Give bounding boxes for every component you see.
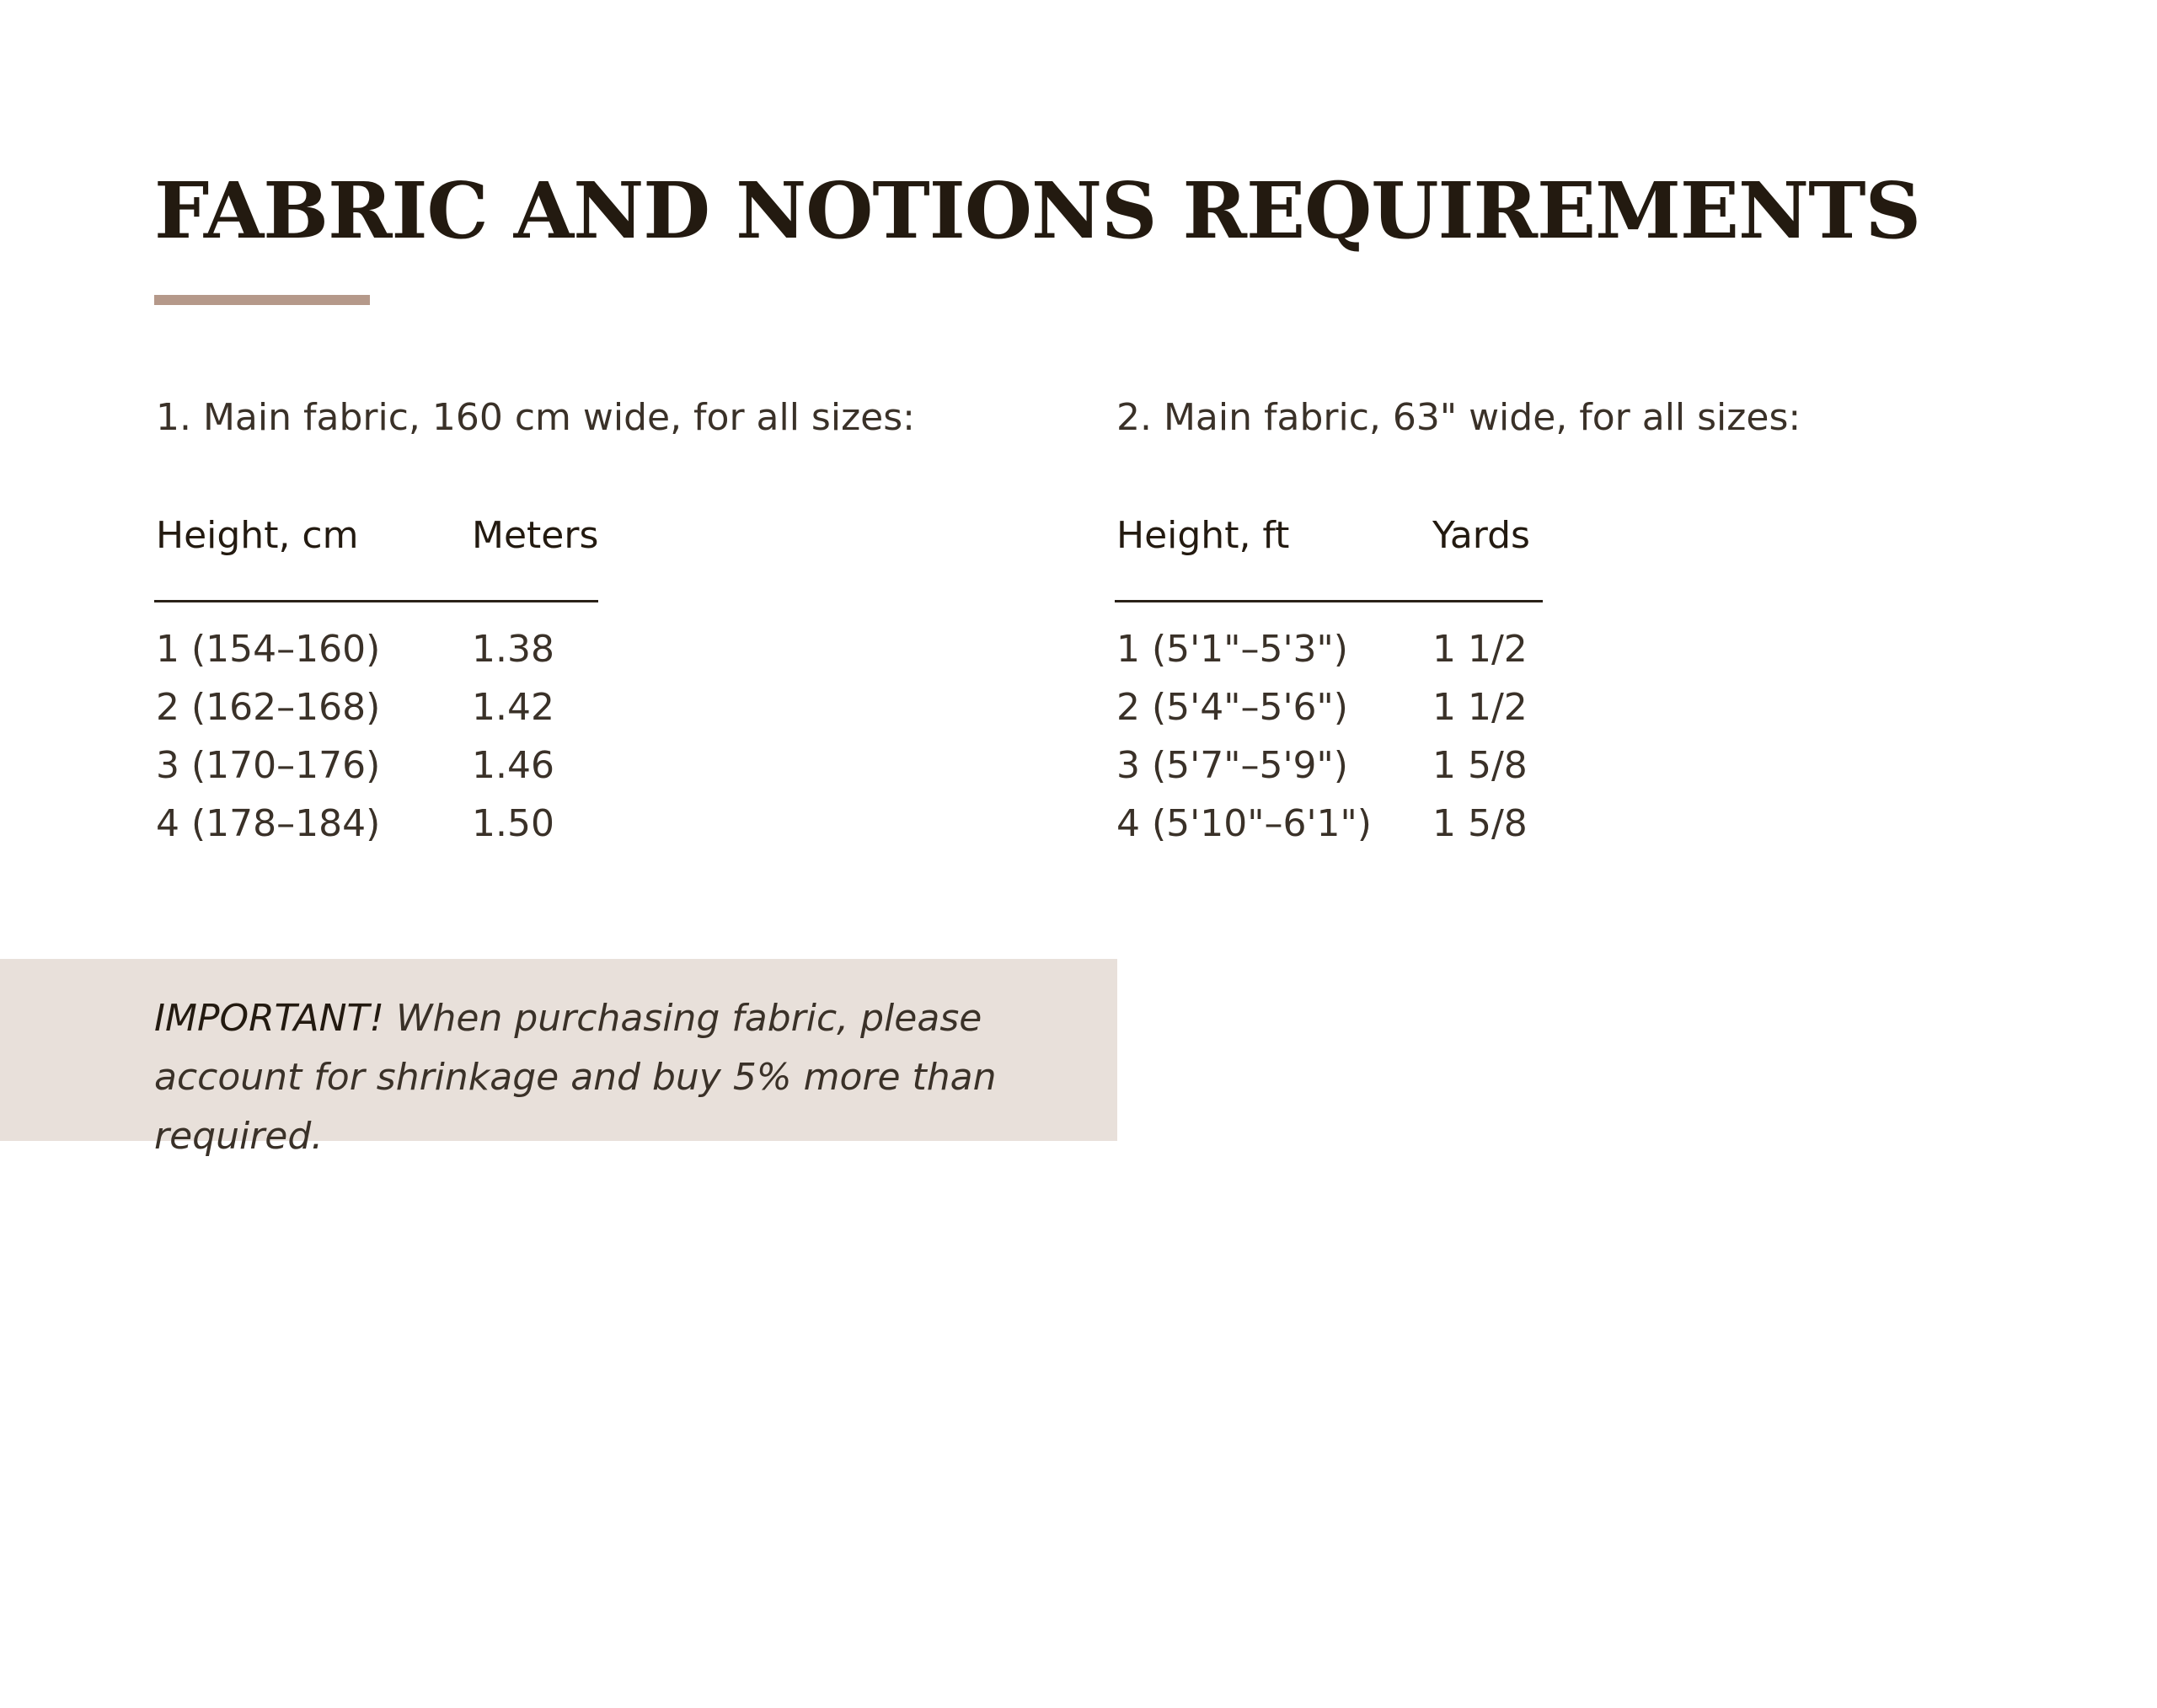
table-row bbox=[1116, 802, 1706, 860]
imperial-section bbox=[1116, 396, 1801, 845]
title-accent-rule bbox=[154, 295, 370, 305]
metric-column-height: Height, cm bbox=[156, 514, 359, 557]
yards-cell: 1 5/8 bbox=[1432, 802, 1528, 845]
metric-section bbox=[156, 396, 915, 845]
metric-column-meters: Meters bbox=[472, 514, 599, 557]
height-cell: 2 (162–168) bbox=[156, 686, 381, 729]
table-row bbox=[1116, 744, 1706, 802]
important-note-body: When purchasing fabric, please account for shrinkage and buy 5% more than required. bbox=[154, 997, 997, 1158]
metric-section-heading: 1. Main fabric, 160 cm wide, for all sizes: bbox=[156, 396, 915, 439]
height-cell: 4 (178–184) bbox=[156, 802, 381, 845]
table-row bbox=[156, 744, 746, 802]
imperial-table-header bbox=[1116, 514, 1622, 565]
imperial-column-yards: Yards bbox=[1432, 514, 1530, 557]
yards-cell: 1 1/2 bbox=[1432, 686, 1528, 729]
height-cell: 4 (5'10"–6'1") bbox=[1116, 802, 1372, 845]
important-note-text bbox=[154, 989, 1098, 1166]
meters-cell: 1.50 bbox=[472, 802, 554, 845]
table-row bbox=[1116, 686, 1706, 744]
meters-cell: 1.42 bbox=[472, 686, 554, 729]
imperial-section-heading: 2. Main fabric, 63" wide, for all sizes: bbox=[1116, 396, 1801, 439]
meters-cell: 1.38 bbox=[472, 628, 554, 671]
imperial-column-height: Height, ft bbox=[1116, 514, 1290, 557]
height-cell: 3 (5'7"–5'9") bbox=[1116, 744, 1348, 787]
important-note-box bbox=[0, 959, 1117, 1158]
yards-cell: 1 1/2 bbox=[1432, 628, 1528, 671]
table-row bbox=[156, 802, 746, 860]
imperial-table-rule bbox=[1115, 600, 1543, 602]
height-cell: 1 (154–160) bbox=[156, 628, 381, 671]
table-row bbox=[1116, 628, 1706, 686]
important-note-label: IMPORTANT! bbox=[154, 997, 385, 1040]
yards-cell: 1 5/8 bbox=[1432, 744, 1528, 787]
page-title: FABRIC AND NOTIONS REQUIREMENTS bbox=[154, 165, 1921, 256]
table-row bbox=[156, 686, 746, 744]
imperial-table-body bbox=[1116, 628, 1706, 860]
height-cell: 1 (5'1"–5'3") bbox=[1116, 628, 1348, 671]
height-cell: 3 (170–176) bbox=[156, 744, 381, 787]
metric-table-header bbox=[156, 514, 661, 565]
metric-table-body bbox=[156, 628, 746, 860]
height-cell: 2 (5'4"–5'6") bbox=[1116, 686, 1348, 729]
meters-cell: 1.46 bbox=[472, 744, 554, 787]
table-row bbox=[156, 628, 746, 686]
metric-table-rule bbox=[154, 600, 598, 602]
